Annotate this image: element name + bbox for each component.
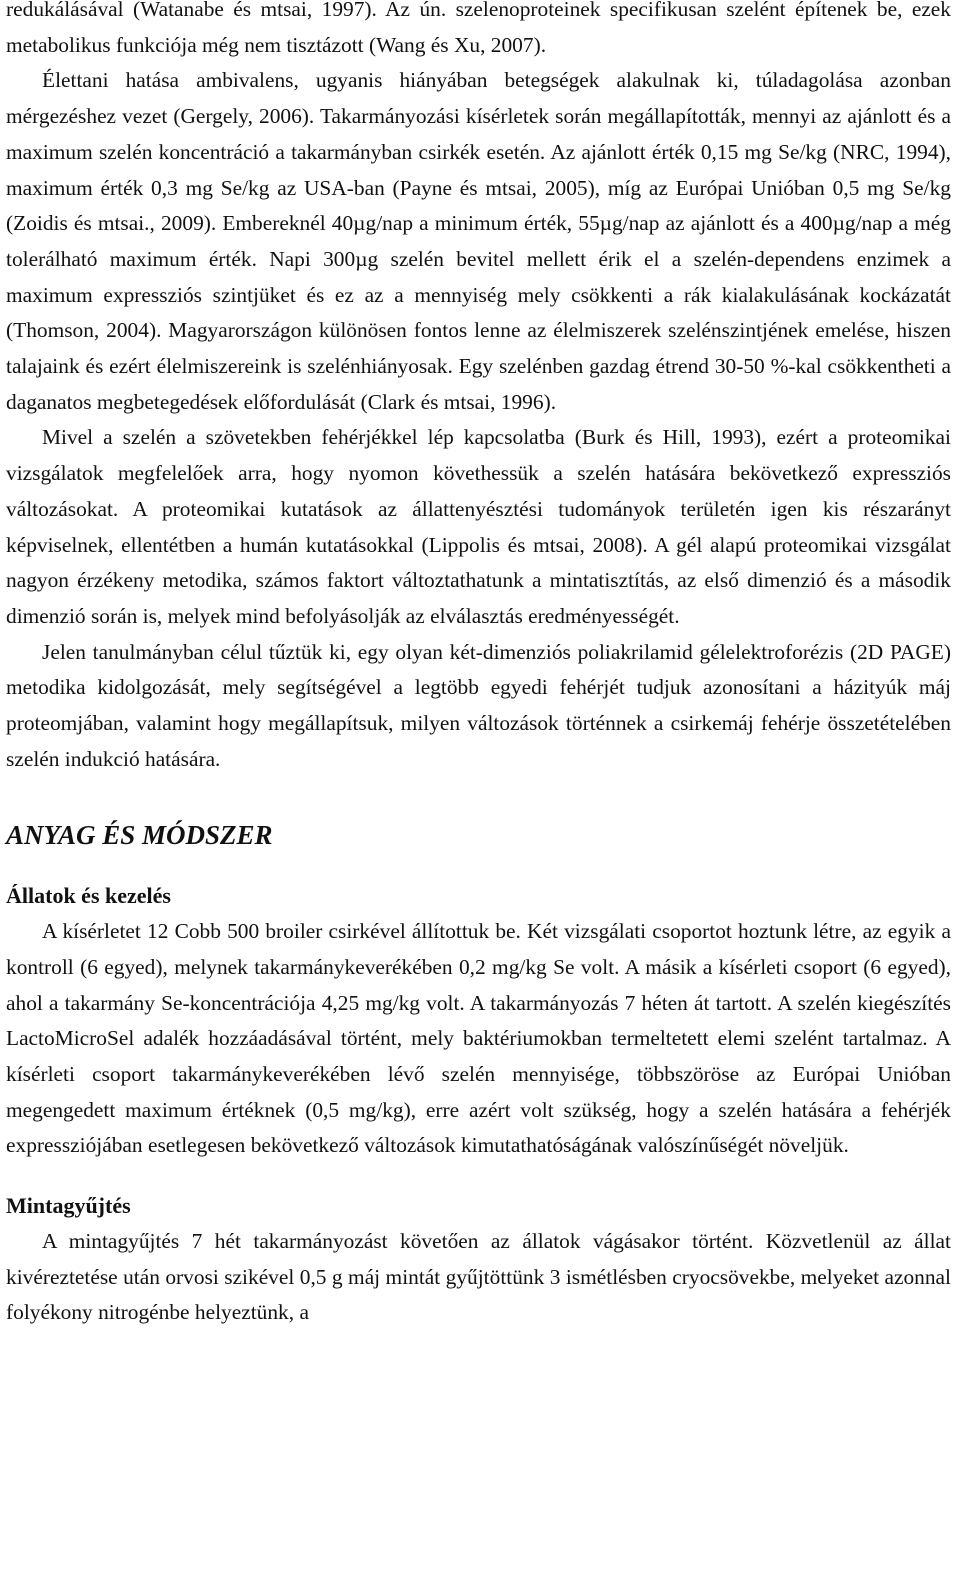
subsection-title-sampling: Mintagyűjtés xyxy=(6,1193,131,1219)
paragraph-animals-treatment: A kísérletet 12 Cobb 500 broiler csirkével állítottuk be. Két vizsgálati csoportot hoztunk létre, az egyik a kontroll (6 egyed), melynek takarmánykeverékében 0,2 mg/kg Se volt. A másik a kísérleti csoport (6 egyed), ahol a takarmány Se-koncentrációja 4,25 mg/kg volt. A takarmányozás 7 héten át tartott. A szelén kiegészítés LactoMicroSel adalék hozzáadásával történt, mely baktériumokban termeltetett elemi szelént tartalmaz. A kísérleti csoport takarmánykeverékében lévő szelén mennyisége, többszöröse az Európai Unióban megengedett maximum értéknek (0,5 mg/kg), erre azért volt szükség, hogy a szelén hatására a fehérjék expressziójában esetlegesen bekövetkező változások kimutathatóságának valószínűségét növeljük. xyxy=(6,919,951,1158)
section-title-materials-methods: ANYAG ÉS MÓDSZER xyxy=(6,820,273,851)
paragraph-continuation: redukálásával (Watanabe és mtsai, 1997). Az ún. szelenoproteinek specifikusan szelént építenek be, ezek metabolikus funkciója még nem tisztázott (Wang és Xu, 2007). xyxy=(6,0,951,57)
paragraph-proteomics: Mivel a szelén a szövetekben fehérjékkel lép kapcsolatba (Burk és Hill, 1993), ezért a proteomikai vizsgálatok megfelelőek arra, hogy nyomon követhessük a szelén hatására bekövetkező expressziós változásokat. A proteomikai kutatások az állattenyésztési tudományok területén igen kis részarányt képviselnek, ellentétben a humán kutatásokkal (Lippolis és mtsai, 2008). A gél alapú proteomikai vizsgálat nagyon érzékeny metodika, számos faktort változtathatunk a mintatisztítás, az első dimenzió és a második dimenzió során is, melyek mind befolyásolják az elválasztás eredményességét. xyxy=(6,425,951,628)
subsection-title-animals: Állatok és kezelés xyxy=(6,883,171,909)
paragraph-sampling: A mintagyűjtés 7 hét takarmányozást követően az állatok vágásakor történt. Közvetlenül az állat kivéreztetése után orvosi szikével 0,5 g máj mintát gyűjtöttünk 3 ismétlésben cryocsövekbe, melyeket azonnal folyékony nitrogénbe helyeztünk, a xyxy=(6,1228,951,1325)
paragraph-selenium-effects: Élettani hatása ambivalens, ugyanis hiányában betegségek alakulnak ki, túladagolása azonban mérgezéshez vezet (Gergely, 2006). Takarmányozási kísérletek során megállapították, mennyi az ajánlott és a maximum szelén koncentráció a takarmányban csirkék esetén. Az ajánlott érték 0,15 mg Se/kg (NRC, 1994), maximum érték 0,3 mg Se/kg az USA-ban (Payne és mtsai, 2005), míg az Európai Unióban 0,5 mg Se/kg (Zoidis és mtsai., 2009). Embereknél 40µg/nap a minimum érték, 55µg/nap az ajánlott és a 400µg/nap a még tolerálható maximum érték. Napi 300µg szelén bevitel mellett érik el a szelén-dependens enzimek a maximum expressziós szintjüket és ez az a mennyiség mely csökkenti a rák kialakulásának kockázatát (Thomson, 2004). Magyarországon különösen fontos lenne az élelmiszerek szelénszintjének emelése, hiszen talajaink és ezért élelmiszereink is szelénhiányosak. Egy szelénben gazdag étrend 30-50 %-kal csökkentheti a daganatos megbetegedések előfordulását (Clark és mtsai, 1996). xyxy=(6,68,951,414)
paragraph-study-aim: Jelen tanulmányban célul tűztük ki, egy olyan két-dimenziós poliakrilamid gélelektroforézis (2D PAGE) metodika kidolgozását, mely segítségével a legtöbb egyedi fehérjét tudjuk azonosítani a házityúk máj proteomjában, valamint hogy megállapítsuk, milyen változások történnek a csirkemáj fehérje összetételében szelén indukció hatására. xyxy=(6,639,951,771)
subsection-gap xyxy=(6,1164,951,1188)
document-page xyxy=(6,0,951,1331)
